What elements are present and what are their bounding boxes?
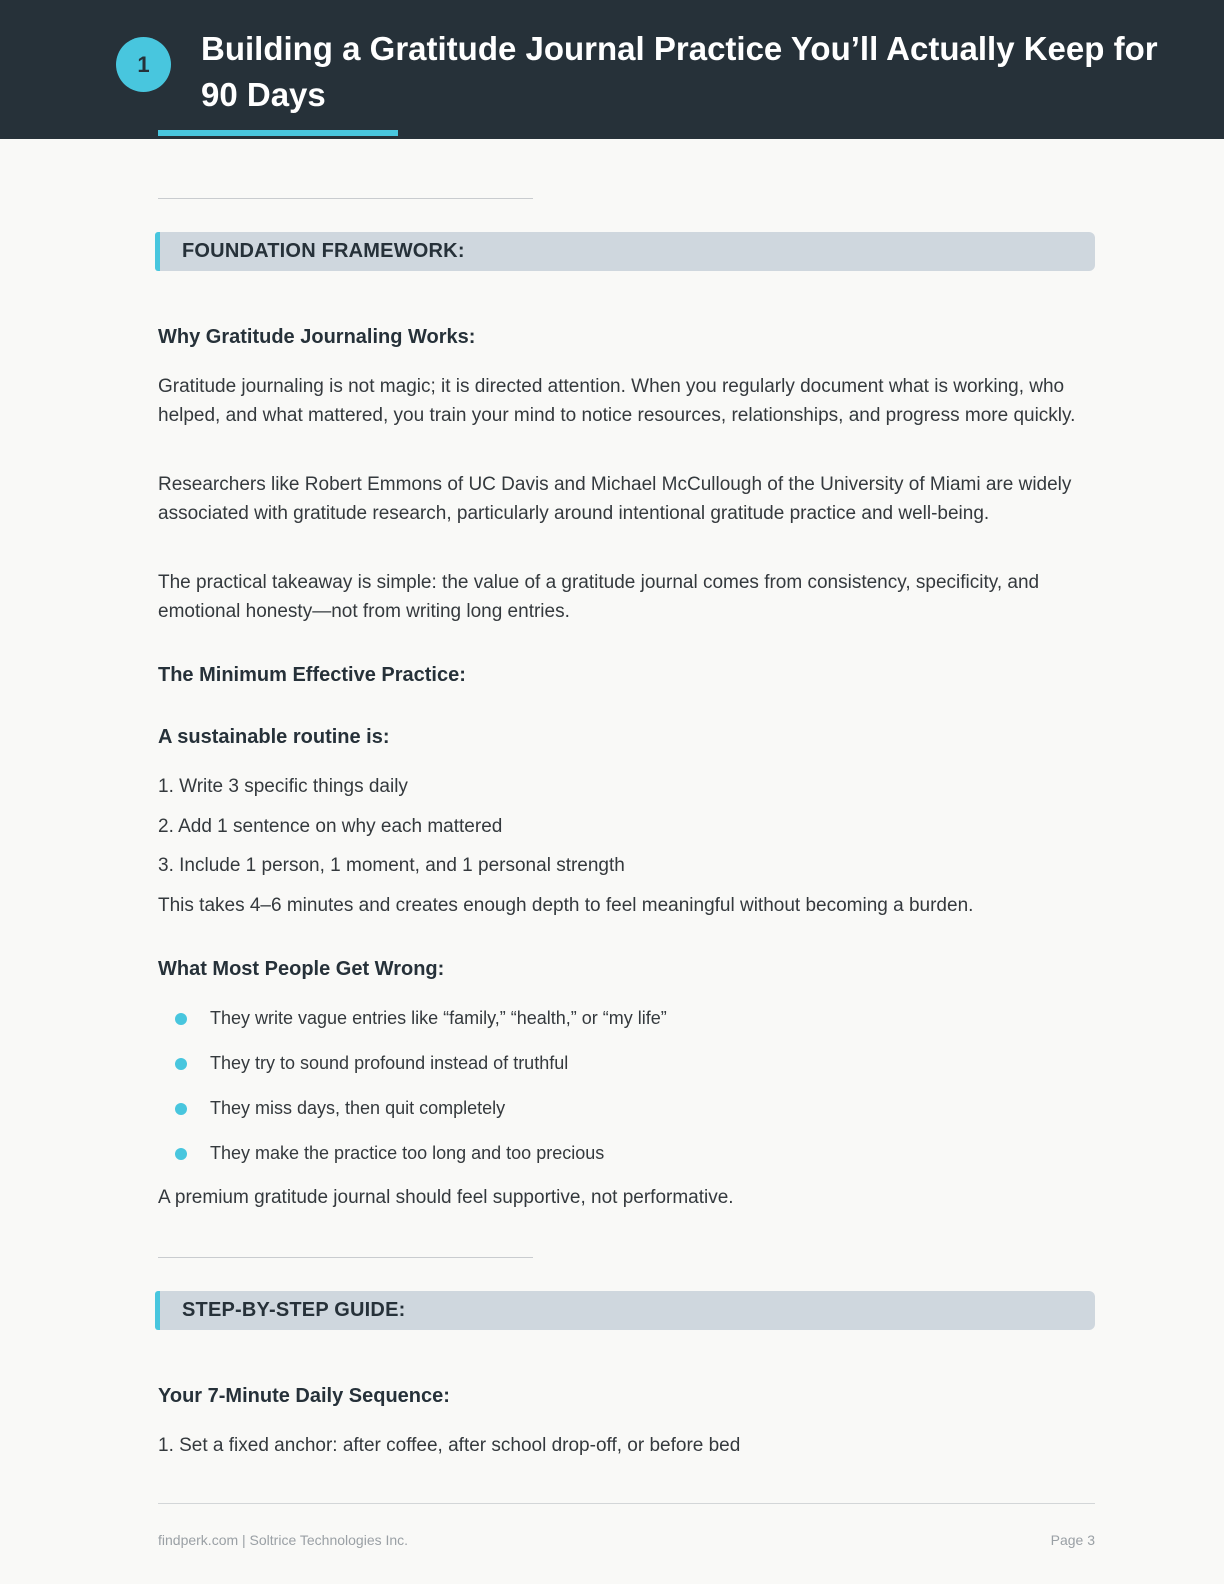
subheading-sustainable-routine: A sustainable routine is: (158, 726, 390, 748)
subheading-what-people-get-wrong: What Most People Get Wrong: (158, 958, 445, 980)
section-divider (158, 198, 533, 199)
bullet-text: They write vague entries like “family,” “health,” or “my life” (210, 1008, 667, 1028)
section-banner-foundation: FOUNDATION FRAMEWORK: (155, 232, 1095, 271)
bullet-dot-icon (175, 1013, 187, 1025)
paragraph: Researchers like Robert Emmons of UC Davis and Michael McCullough of the University of Miami are widely associated with gratitude research, particularly around intentional gratitude practice and well-being. (158, 474, 1072, 524)
section-divider (158, 1257, 533, 1258)
bullet-text: They make the practice too long and too precious (210, 1143, 605, 1163)
paragraph: The practical takeaway is simple: the value of a gratitude journal comes from consistency, specificity, and emotional honesty—not from writing long entries. (158, 572, 1040, 622)
paragraph: A premium gratitude journal should feel supportive, not performative. (158, 1187, 734, 1208)
subheading-minimum-practice: The Minimum Effective Practice: (158, 664, 466, 686)
bullet-text: They try to sound profound instead of truthful (210, 1053, 569, 1073)
page-number: Page 3 (1050, 1532, 1095, 1548)
footer-divider (158, 1503, 1095, 1504)
bullet-text: They miss days, then quit completely (210, 1098, 506, 1118)
chapter-header (0, 0, 1224, 139)
numbered-list-item: 1. Write 3 specific things daily (158, 776, 408, 797)
subheading-daily-sequence: Your 7-Minute Daily Sequence: (158, 1385, 450, 1407)
footer-source: findperk.com | Soltrice Technologies Inc. (158, 1532, 409, 1548)
subheading-why-works: Why Gratitude Journaling Works: (158, 326, 476, 348)
numbered-list-item: 1. Set a fixed anchor: after coffee, after school drop-off, or before bed (158, 1435, 741, 1456)
numbered-list-item: 3. Include 1 person, 1 moment, and 1 personal strength (158, 855, 625, 876)
chapter-number-badge: 1 (116, 37, 171, 92)
bullet-dot-icon (175, 1148, 187, 1160)
bullet-dot-icon (175, 1058, 187, 1070)
chapter-title: Building a Gratitude Journal Practice You’ll Actually Keep for 90 Days (201, 30, 1158, 113)
paragraph: Gratitude journaling is not magic; it is directed attention. When you regularly document what is working, who helped, and what mattered, you train your mind to notice resources, relationships, and progress more quickly. (158, 376, 1076, 426)
section-banner-step-guide: STEP-BY-STEP GUIDE: (155, 1291, 1095, 1330)
numbered-list-item: 2. Add 1 sentence on why each mattered (158, 816, 503, 837)
paragraph: This takes 4–6 minutes and creates enough depth to feel meaningful without becoming a burden. (158, 895, 974, 916)
bullet-dot-icon (175, 1103, 187, 1115)
title-underline (158, 130, 398, 136)
